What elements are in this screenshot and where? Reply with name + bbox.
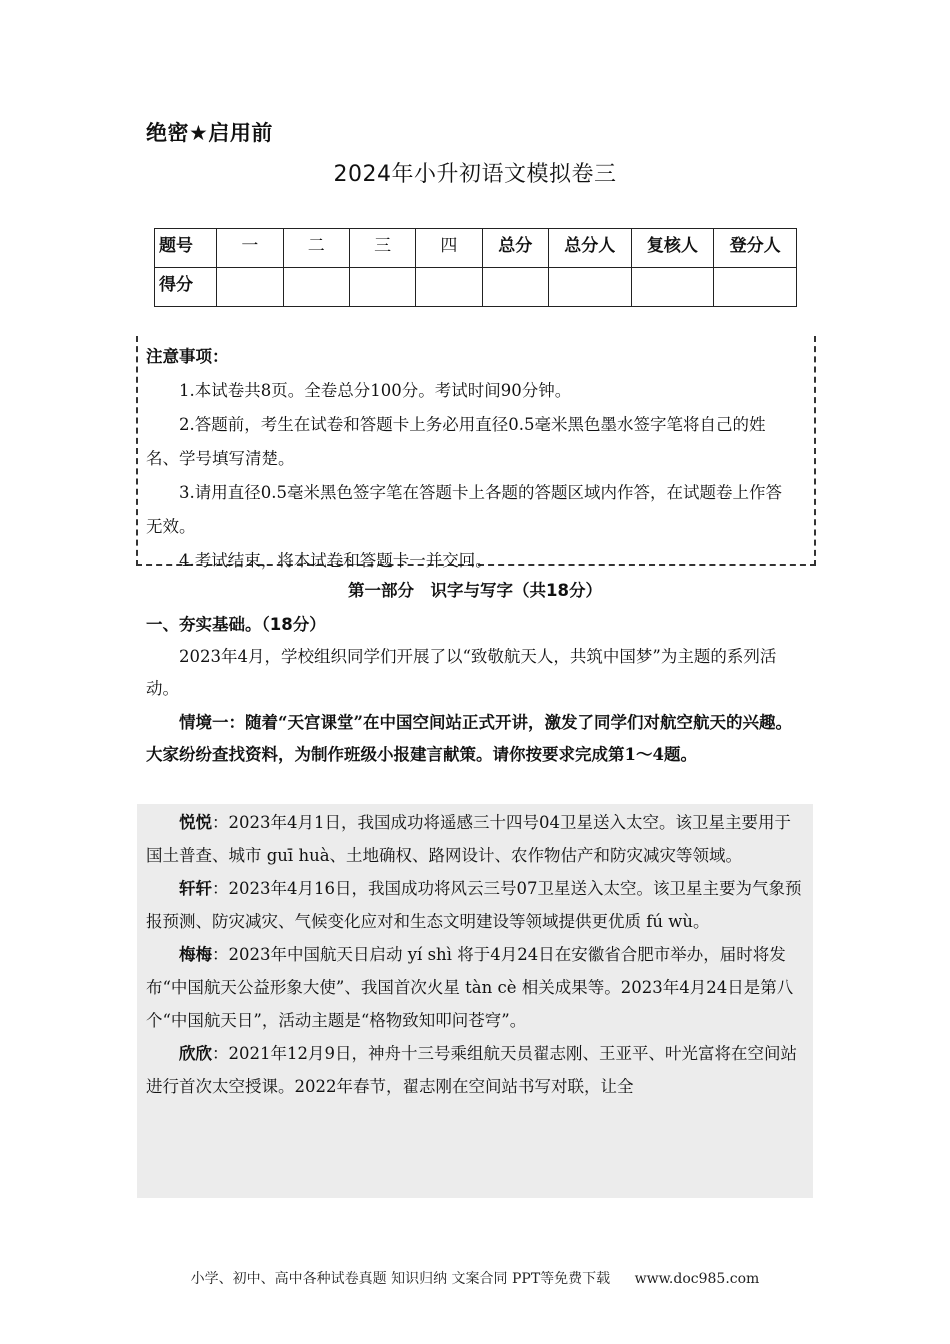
score-cell: 得分 — [155, 268, 217, 307]
speaker-name: 轩轩 — [179, 879, 212, 898]
score-table — [154, 228, 797, 307]
score-input-cell — [714, 268, 797, 307]
dialog-entry — [146, 806, 806, 872]
speaker-name: 梅梅 — [179, 945, 212, 964]
notice-item: 1.本试卷共8页。全卷总分100分。考试时间90分钟。 — [179, 381, 572, 400]
notice-item: 4.考试结束，将本试卷和答题卡一并交回。 — [179, 551, 492, 570]
dialog-entry — [146, 1037, 806, 1103]
score-input-cell — [548, 268, 631, 307]
dialog-entry — [146, 872, 806, 938]
score-input-cell — [416, 268, 482, 307]
score-cell: 总分人 — [548, 229, 631, 268]
score-input-cell — [482, 268, 548, 307]
scenario-text: 情境一：随着“天宫课堂”在中国空间站正式开讲，激发了同学们对航空航天的兴趣。大家纷纷查找资料，为制作班级小报建言献策。请你按要求完成第1～4题。 — [146, 713, 792, 764]
dialog-entry — [146, 938, 806, 1037]
notice-section — [146, 340, 796, 578]
score-input-cell — [349, 268, 415, 307]
material-dialog — [146, 806, 806, 1103]
speaker-text: ：2023年4月1日，我国成功将遥感三十四号04卫星送入太空。该卫星主要用于国土普查、城市 guī huà、土地确权、路网设计、农作物估产和防灾减灾等领域。 — [146, 813, 791, 865]
score-cell: 一 — [217, 229, 283, 268]
score-cell: 登分人 — [714, 229, 797, 268]
confidential-label: 绝密★启用前 — [146, 121, 273, 145]
score-table-header-row — [155, 229, 797, 268]
speaker-text: ：2023年中国航天日启动 yí shì 将于4月24日在安徽省合肥市举办，届时将发布“中国航天公益形象大使”、我国首次火星 tàn cè 相关成果等。2023年4月24日是第八个“中国航天日”，活动主题是“格物致知叩问苍穹”。 — [146, 945, 794, 1030]
score-cell: 二 — [283, 229, 349, 268]
score-cell: 三 — [349, 229, 415, 268]
question-heading: 一、夯实基础。（18分） — [146, 615, 326, 634]
score-input-cell — [631, 268, 714, 307]
score-cell: 题号 — [155, 229, 217, 268]
score-cell: 总分 — [482, 229, 548, 268]
part-title: 第一部分 识字与写字（共18分） — [348, 581, 602, 600]
score-cell: 复核人 — [631, 229, 714, 268]
page-footer — [0, 1268, 950, 1288]
score-input-cell — [217, 268, 283, 307]
notice-item: 3.请用直径0.5毫米黑色签字笔在答题卡上各题的答题区域内作答，在试题卷上作答无效。 — [146, 483, 782, 536]
question-intro: 2023年4月，学校组织同学们开展了以“致敬航天人，共筑中国梦”为主题的系列活动。 — [146, 647, 777, 698]
speaker-name: 悦悦 — [179, 813, 212, 832]
speaker-name: 欣欣 — [179, 1044, 212, 1063]
exam-title: 2024年小升初语文模拟卷三 — [333, 162, 617, 187]
speaker-text: ：2023年4月16日，我国成功将风云三号07卫星送入太空。该卫星主要为气象预报预测、防灾减灾、气候变化应对和生态文明建设等领域提供更优质 fú wù。 — [146, 879, 802, 931]
notice-heading: 注意事项： — [146, 347, 229, 366]
notice-item: 2.答题前，考生在试卷和答题卡上务必用直径0.5毫米黑色墨水签字笔将自己的姓名、学号填写清楚。 — [146, 415, 766, 468]
footer-text: 小学、初中、高中各种试卷真题 知识归纳 文案合同 PPT等免费下载 — [190, 1271, 611, 1287]
footer-url[interactable]: www.doc985.com — [634, 1271, 760, 1287]
score-cell: 四 — [416, 229, 482, 268]
question-section — [146, 609, 806, 771]
score-table-score-row — [155, 268, 797, 307]
speaker-text: ：2021年12月9日，神舟十三号乘组航天员翟志刚、王亚平、叶光富将在空间站进行首次太空授课。2022年春节，翟志刚在空间站书写对联，让全 — [146, 1044, 797, 1096]
score-input-cell — [283, 268, 349, 307]
